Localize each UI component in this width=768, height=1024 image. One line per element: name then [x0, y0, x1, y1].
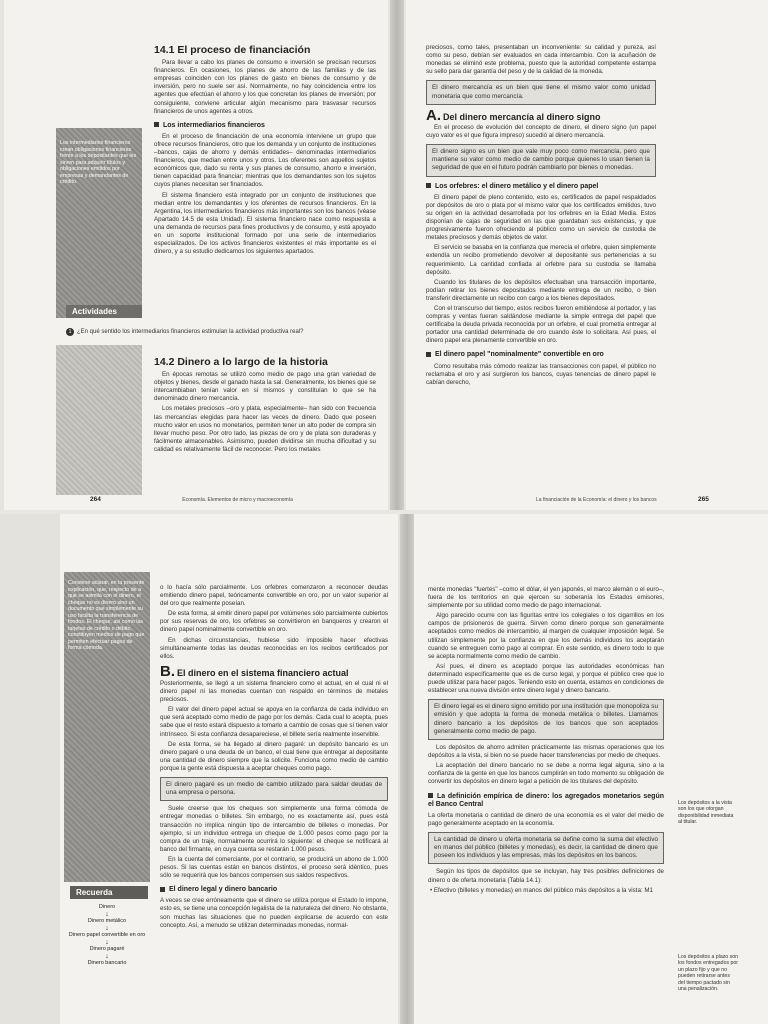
square-bullet-icon: [160, 887, 165, 892]
paragraph: De esta forma, al emitir dinero papel por volúmenes sólo parcialmente cubiertos por sus reservas de oro, los orfebres se convirtieron en banqueros y crearon el dinero papel nominalmente convertible en oro.: [160, 610, 388, 634]
square-bullet-icon: [426, 352, 431, 357]
paragraph: El sistema financiero está integrado por un conjunto de instituciones que median entre los demandantes y los oferentes de recursos financieros. En la Argentina, los intermediarios financieros más importantes son los bancos (véase Apartado 14.5 de esta Unidad). El sistema financiero nace como respuesta a una demanda de recursos para fines productivos y de consumo, y está apoyado en un soporte institucional formado por una serie de intermediarios especializados. De los activos financieros existentes el más importante es el dinero, y a su estudio dedicamos los siguientes apartados.: [154, 191, 376, 256]
down-arrow-icon: ↓: [105, 953, 109, 960]
paragraph: En el proceso de evolución del concepto de dinero, el dinero signo (un papel cuyo valor es el que figura impreso) sucedió al dinero mercancía.: [426, 123, 656, 139]
paragraph: El dinero papel de pleno contenido, esto es, certificados de papel respaldados por depósitos de oro o plata por el mismo valor que los certificados emitidos, tuvo su origen en la actividad desarrollada por los orfebres en la Edad Media. Estos disponían de cajas de seguridad en las que guardaban sus existencias, y que progresivamente fueron ofreciendo al público como un servicio de custodia de metales preciosos y demás objetos de valor.: [426, 193, 656, 242]
definition-box: El dinero pagaré es un medio de cambio utilizado para saldar deudas de una empresa o persona.: [160, 777, 388, 801]
square-bullet-icon: [428, 793, 433, 798]
side-note: Los depósitos a la vista son los que otorgan disponibilidad inmediata al titular.: [678, 800, 734, 826]
paragraph: Posteriormente, se llegó a un sistema financiero como el actual, en el cual ni el dinero papel ni las monedas cuentan con respaldo en términos de metales preciosos.: [160, 679, 388, 704]
paragraph: Para llevar a cabo los planes de consumo e inversión se precisan recursos financieros. En ocasiones, los planes de ahorro de las familias y de las empresas coinciden con los planes de gasto en bienes de consumo y de inversión, pero no suele ser así. Normalmente, no hay coincidencia entre los agentes que efectúan el ahorro y los que concretan los planes de inversión; por consiguiente, conviene articular algún mecanismo para trasvasar recursos financieros de unos agentes a otros.: [154, 59, 376, 115]
paragraph: o lo hacía sólo parcialmente. Los orfebres comenzaron a reconocer deudas emitiendo dinero papel, teóricamente convertible en oro, por un valor superior al del oro que realmente poseían.: [160, 584, 388, 608]
recuerda-item: Dinero: [98, 904, 116, 910]
page-number: 264: [90, 496, 101, 503]
recuerda-header: Recuerda: [70, 886, 148, 899]
paragraph: En dichas circunstancias, hubiese sido imposible hacer efectivas simultáneamente todas las deudas reconocidas en los recibos certificados por ellos.: [160, 636, 388, 660]
side-note: Los depósitos a plazo son los fondos entregados por un plazo fijo y que no pueden retirarse antes del tiempo pactado sin una penalización.: [678, 954, 738, 993]
page-266: [60, 514, 398, 1024]
down-arrow-icon: ↓: [105, 911, 109, 918]
margin-shading: [56, 345, 142, 495]
paragraph: Con el transcurso del tiempo, estos recibos fueron emitiéndose al portador, y las compras y ventas fueran saldándose mediante la simple entrega del papel que certificaba la deuda privada reconocida por un orfebre, el cual prometía entregar al portador una cantidad determinada de oro cuando éste lo solicitara. Así pues, el dinero papel era plenamente convertible en oro.: [426, 304, 656, 345]
margin-note: Los intermediarios financieros crean obligaciones financieras frente a los depositantes que les sirven para adquirir títulos y obligaciones emitidos por empresas y demandantes de crédito.: [60, 140, 137, 185]
main-column: [154, 46, 376, 258]
recuerda-item: Dinero metálico: [87, 918, 127, 924]
page-265: [406, 0, 768, 510]
definition-box: La cantidad de dinero u oferta monetaria se define como la suma del efectivo en manos del público (billetes y monedas), es decir, la cantidad de dinero que poseen los individuos y las empresas, más los depósitos en los bancos.: [428, 832, 664, 865]
main-column: [428, 586, 664, 897]
book-spread-bottom: [0, 514, 768, 1024]
paragraph: De esta forma, se ha llegado al dinero pagaré: un depósito bancario es un dinero pagaré o una deuda de un banco, el cual tiene que entregar al depositante una cantidad de dinero siempre que la solicite. Funciona como medio de cambio porque la gente está dispuesta a aceptar cheques como pago.: [160, 740, 388, 772]
paragraph: El valor del dinero papel actual se apoya en la confianza de cada individuo en que será aceptado como medio de pago por los demás. Cada cual lo acepta, pues sabe que el resto estará dispuesto a tomarlo a cambio de cosas que sí tienen valor intrínseco. Si esta confianza desapareciese, el billete sería realmente inservible.: [160, 706, 388, 738]
main-column-2: [154, 358, 376, 456]
section-heading-b: B. El dinero en el sistema financiero actual: [160, 662, 349, 680]
recuerda-list: [64, 904, 150, 967]
section-heading-a: A. Del dinero mercancía al dinero signo: [426, 106, 601, 124]
paragraph: Según los tipos de depósitos que se incluyan, hay tres posibles definiciones de dinero o de oferta monetaria (Tabla 14.1):: [428, 868, 664, 884]
down-arrow-icon: ↓: [105, 925, 109, 932]
main-column: [426, 44, 656, 389]
subheading: El dinero papel "nominalmente" convertible en oro: [426, 351, 656, 359]
down-arrow-icon: ↓: [105, 939, 109, 946]
paragraph: El servicio se basaba en la confianza que merecía el orfebre, quien simplemente extendía un recibo prometiendo devolver al depositante sus pertenencias a su requerimiento. La cantidad confiada al orfebre para su custodia se llamaba depósito.: [426, 244, 656, 276]
paragraph: Cuando los titulares de los depósitos efectuaban una transacción importante, podían retirar los bienes depositados mediante entrega de un recibo, o bien transferir directamente un recibo con cargo a los bienes depositados.: [426, 278, 656, 302]
paragraph: Así pues, el dinero es aceptado porque las autoridades económicas han determinado específicamente que es de curso legal, y porque el público cree que lo puede utilizar para hacer pagos. Teniendo esto en cuenta, estamos en condiciones de establecer una nueva división entre dinero legal y dinero bancario.: [428, 662, 664, 695]
book-gutter: [400, 514, 414, 1024]
paragraph: En la cuenta del comerciante, por el contrario, se producirá un abono de 1.000 pesos. Si las cuentas están en bancos distintos, el proceso será idéntico, pues sólo se requerirá que los bancos compensen sus saldos respectivos.: [160, 855, 388, 880]
subheading: El dinero legal y dinero bancario: [160, 886, 388, 894]
page-footer: [90, 496, 293, 503]
definition-box: El dinero legal es el dinero signo emitido por una institución que monopoliza su emisión y que adopta la forma de moneda metálica o billetes. Llamamos dinero bancario a los depósitos de los bancos que son aceptados generalmente como medio de pago.: [428, 699, 664, 740]
section-title-14-1: 14.1 El proceso de financiación: [154, 44, 311, 56]
paragraph: Suele creerse que los cheques son simplemente una forma cómoda de entregar monedas o billetes. Sin embargo, no es exactamente así, pues está transacción no implica ningún tipo de intercambio de billetes o monedas. Por ejemplo, si un individuo entrega un cheque de 1.000 pesos como pago por la compra de un traje, normalmente ocurrirá lo siguiente: el cheque se notificará al banco del firmante, en cuya cuenta se restarán 1.000 pesos.: [160, 805, 388, 853]
subheading: Los intermediarios financieros: [154, 122, 376, 130]
paragraph: preciosos, como tales, presentaban un inconveniente: su calidad y pureza, así como su peso, debían ser evaluados en cada intercambio. Con la acuñación de monedas se eliminó este problema, puesto que la autoridad competente estampa su sello para dar garantía del peso y de la calidad de la moneda.: [426, 44, 656, 76]
page-footer: [536, 496, 709, 503]
question-number-badge: 1: [66, 328, 74, 336]
book-spread-top: [0, 0, 768, 510]
actividades-header: Actividades: [66, 305, 142, 318]
book-gutter: [390, 0, 404, 510]
paragraph: mente monedas "fuertes" –como el dólar, el yen japonés, el marco alemán o el euro–, fuera de los territorios en que ejercen su soberanía los Estados emisores, simplemente por su utilidad como medio de pago internacional.: [428, 586, 664, 610]
page-number: 265: [698, 496, 709, 503]
recuerda-item: Dinero papel convertible en oro: [68, 932, 146, 938]
activity-question: 1 ¿En qué sentido los intermediarios financieros estimulan la actividad productiva real?: [66, 328, 376, 336]
recuerda-item: Dinero pagaré: [89, 946, 125, 952]
section-title-14-2: 14.2 Dinero a lo largo de la historia: [154, 356, 328, 368]
square-bullet-icon: [426, 183, 431, 188]
square-bullet-icon: [154, 122, 159, 127]
definition-box: El dinero signo es un bien que vale muy poco como mercancía, pero que mantiene su valor como medio de cambio porque quienes lo usan tienen la seguridad de que en el futuro podrán cambiarlo por bienes o monedas.: [426, 144, 656, 177]
paragraph: En épocas remotas se utilizó como medio de pago una gran variedad de objetos y bienes, desde el ganado hasta la sal. Generalmente, los bienes que se intercambiaban tenían valor en sí mismos y constituían lo que se ha denominado dinero mercancía.: [154, 371, 376, 403]
margin-note: Conviene aclarar, en la presente explicación, que, respecto de a qué se asimila con el dinero, el cheque no es dinero sino un documento que simplemente su uso facilita la transferencia de fondos. El cheque, así como las tarjetas de crédito o débito, constituyen medios de pago que permiten efectuar pagos de forma cómoda.: [68, 580, 145, 651]
paragraph: En el proceso de financiación de una economía interviene un grupo que ofrece recursos financieros, otro que los demanda y un conjunto de instituciones –bancos, cajas de ahorro y demás entidades– denominadas intermediarios financieros, que median entre unos y otros. Los oferentes son aquellos sujetos económicos que, dado su renta y sus planes de consumo, ahorro e inversión, tienen capacidad para financiar; mientras que los demandantes son los sujetos cuyos planes necesitan ser financiados.: [154, 132, 376, 189]
paragraph: Como resultaba más cómodo realizar las transacciones con papel, el público no reclamaba el oro y así surgieron los bancos, cuyas tenencias de dinero papel le cabían derecho,: [426, 362, 656, 386]
subheading: Los orfebres: el dinero metálico y el dinero papel: [426, 183, 656, 191]
recuerda-item: Dinero bancario: [87, 960, 127, 966]
subheading: La definición empírica de dinero: los agregados monetarios según el Banco Central: [428, 792, 664, 808]
paragraph: La aceptación del dinero bancario no se debe a norma legal alguna, sino a la confianza de la gente en que los bancos cumplirán en todo momento su obligación de convertir los depósitos en dinero legal a petición de los titulares del depósito.: [428, 762, 664, 786]
paragraph: La oferta monetaria o cantidad de dinero de una economía es el valor del medio de pago generalmente aceptado en la economía.: [428, 811, 664, 827]
paragraph: Algo parecido ocurre con las figuritas entre los colegiales o los cigarrillos en los campos de prisioneros de guerra. Sirven como dinero porque son generalmente aceptados como medios de intercambio, al margen de cualquier imposición legal. Se utilizan simplemente por la confianza en que los demás individuos los aceptarán cuando se entreguen como pago al comprar. En este sentido, es dinero todo lo que se acepta normalmente como medio de cambio.: [428, 612, 664, 660]
main-column: [160, 584, 388, 932]
footer-text: Economía. Elementos de micro y macroeconomía: [182, 497, 293, 503]
paragraph: A veces se cree erróneamente que el dinero se utiliza porque el Estado lo impone, esto es, se tiene una concepción legalista de la naturaleza del dinero. No obstante, son muchas las situaciones que no pueden explicarse de acuerdo con este concepto. Así, a menudo se utilizan determinadas monedas, normal-: [160, 897, 388, 929]
page-264: [4, 0, 388, 510]
footer-text: La financiación de la Economía: el dinero y los bancos: [536, 497, 657, 503]
paragraph: Los depósitos de ahorro admiten prácticamente las mismas operaciones que los depósitos a la vista, si bien no se puede hacer transferencias por medio de cheques.: [428, 744, 664, 760]
page-267: [414, 514, 768, 1024]
list-item: • Efectivo (billetes y monedas) en manos del público más depósitos a la vista: M1: [430, 886, 653, 894]
paragraph: Los metales preciosos –oro y plata, especialmente– han sido con frecuencia las mercancías elegidas para hacer las veces de dinero. Dado que poseen mucho valor en usos no monetarios, permiten tener un alto poder de compra sin llevar mucho peso. Por otro lado, las piezas de oro y de plata son duraderas y fácilmente almacenables. Asimismo, pueden dividirse sin mucha dificultad y su calidad es relativamente fácil de reconocer. Pero los metales: [154, 405, 376, 453]
definition-box: El dinero mercancía es un bien que tiene el mismo valor como unidad monetaria que como mercancía.: [426, 80, 656, 104]
